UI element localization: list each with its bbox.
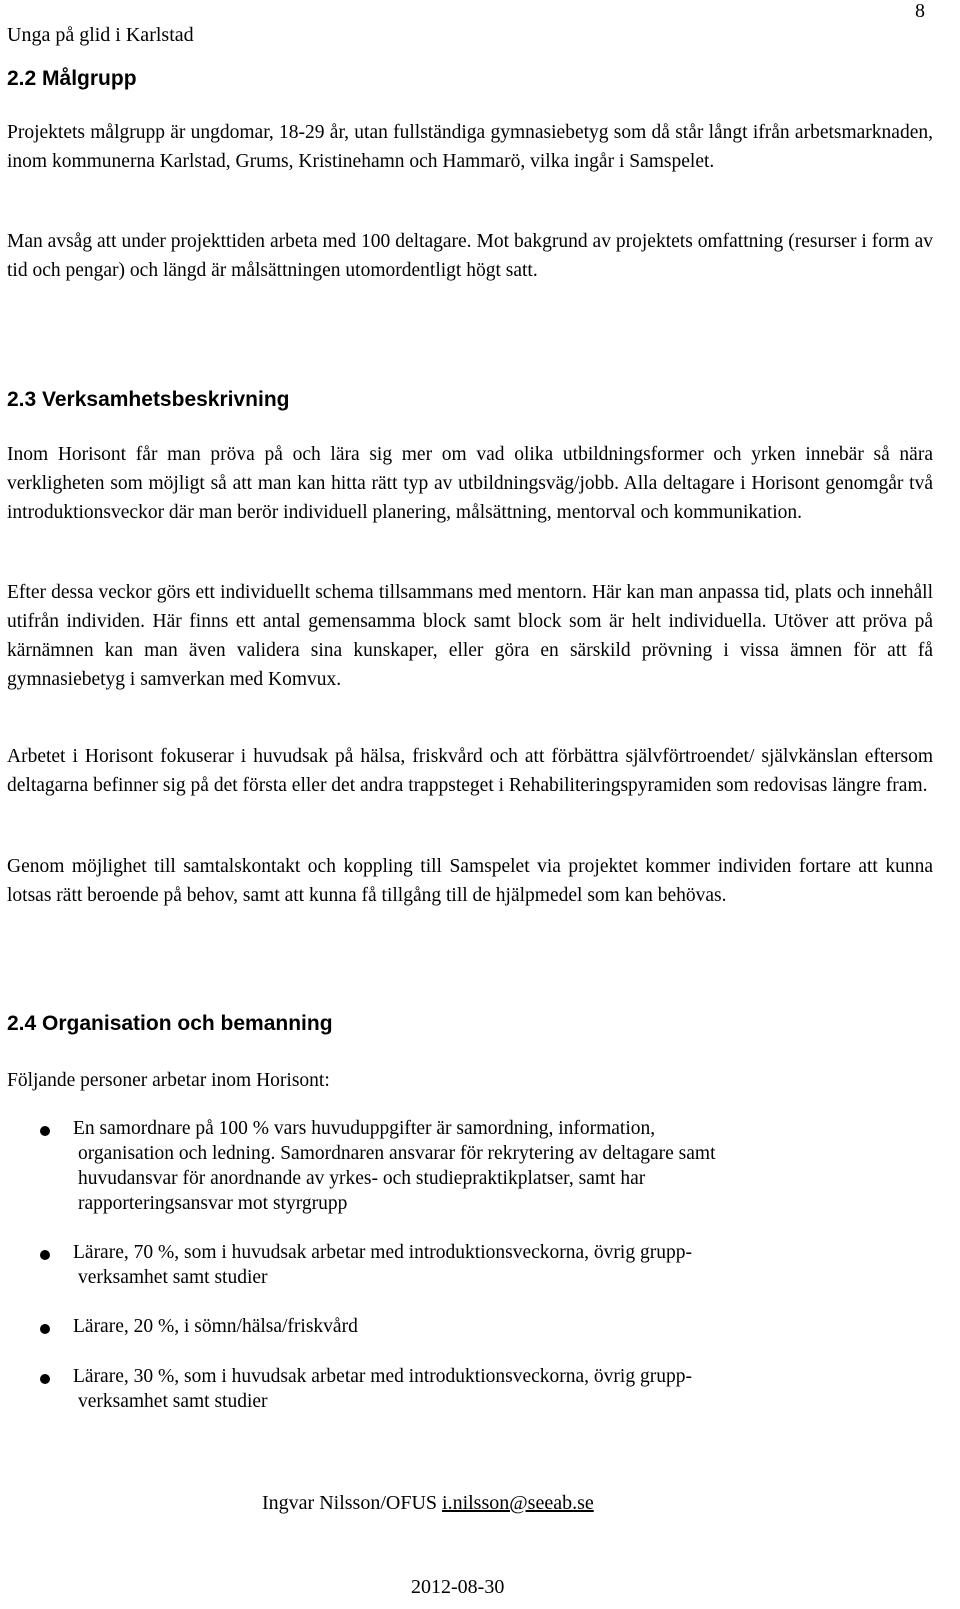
list-item-line: En samordnare på 100 % vars huvuduppgifter är samordning, information,	[73, 1118, 656, 1139]
list-item-line: Lärare, 70 %, som i huvudsak arbetar med introduktionsveckorna, övrig grupp-	[73, 1242, 692, 1263]
footer-author: Ingvar Nilsson/OFUS	[262, 1492, 438, 1514]
footer-email-link[interactable]: i.nilsson@seeab.se	[442, 1492, 594, 1514]
list-item-line: organisation och ledning. Samordnaren ansvarar för rekrytering av deltagare samt	[78, 1143, 716, 1164]
list-item-line: Lärare, 20 %, i sömn/hälsa/friskvård	[73, 1316, 358, 1337]
paragraph-organisation-intro: Följande personer arbetar inom Horisont:	[7, 1070, 330, 1091]
paragraph-verksamhet-1: Inom Horisont får man pröva på och lära sig mer om vad olika utbildningsformer och yrken innebär så nära verkligheten som möjligt så att man kan hitta rätt typ av utbildningsväg/jobb. Alla deltagare i Horisont genomgår två introduktionsveckor där man berör individuell planering, målsättning, mentorval och kommunikation.	[7, 444, 933, 523]
bullet-icon	[40, 1374, 50, 1384]
list-item-line: verksamhet samt studier	[78, 1267, 268, 1288]
list-item-line: verksamhet samt studier	[78, 1391, 268, 1412]
bullet-icon	[40, 1324, 50, 1334]
list-item-line: rapporteringsansvar mot styrgrupp	[78, 1193, 348, 1214]
list-item-line: huvudansvar för anordnande av yrkes- och studiepraktikplatser, samt har	[78, 1168, 646, 1189]
bullet-icon	[40, 1250, 50, 1260]
list-item	[40, 1364, 890, 1414]
paragraph-verksamhet-4: Genom möjlighet till samtalskontakt och koppling till Samspelet via projektet kommer individen fortare att kunna lotsas rätt beroende på behov, samt att kunna få tillgång till de hjälpmedel som kan behövas.	[7, 856, 933, 906]
section-heading-verksamhetsbeskrivning: 2.3 Verksamhetsbeskrivning	[7, 388, 290, 411]
paragraph-verksamhet-3: Arbetet i Horisont fokuserar i huvudsak på hälsa, friskvård och att förbättra självförtroendet/ självkänslan eftersom deltagarna befinner sig på det första eller det andra trappsteget i Rehabiliteringspyramiden som redovisas längre fram.	[7, 746, 933, 796]
running-header-title: Unga på glid i Karlstad	[7, 24, 194, 46]
page-number: 8	[915, 0, 925, 22]
footer-author-line	[262, 1492, 594, 1515]
footer-date: 2012-08-30	[411, 1576, 505, 1598]
list-item-line: Lärare, 30 %, som i huvudsak arbetar med introduktionsveckorna, övrig grupp-	[73, 1366, 692, 1387]
paragraph-malgrupp-1: Projektets målgrupp är ungdomar, 18-29 år, utan fullständiga gymnasiebetyg som då står långt ifrån arbetsmarknaden, inom kommunerna Karlstad, Grums, Kristinehamn och Hammarö, vilka ingår i Samspelet.	[7, 122, 933, 172]
section-heading-organisation: 2.4 Organisation och bemanning	[7, 1012, 333, 1035]
list-item	[40, 1240, 890, 1290]
paragraph-verksamhet-2: Efter dessa veckor görs ett individuellt schema tillsammans med mentorn. Här kan man anpassa tid, plats och innehåll utifrån individen. Här finns ett antal gemensamma block samt block som är helt individuella. Utöver att pröva på kärnämnen kan man även validera sina kunskaper, eller göra en särskild prövning i vissa ämnen för att få gymnasiebetyg i samverkan med Komvux.	[7, 582, 933, 690]
paragraph-malgrupp-2: Man avsåg att under projekttiden arbeta med 100 deltagare. Mot bakgrund av projektets omfattning (resurser i form av tid och pengar) och längd är målsättningen utomordentligt högt satt.	[7, 231, 933, 281]
list-item	[40, 1314, 890, 1339]
bullet-icon	[40, 1126, 50, 1136]
section-heading-malgrupp: 2.2 Målgrupp	[7, 67, 137, 90]
list-item	[40, 1116, 890, 1216]
